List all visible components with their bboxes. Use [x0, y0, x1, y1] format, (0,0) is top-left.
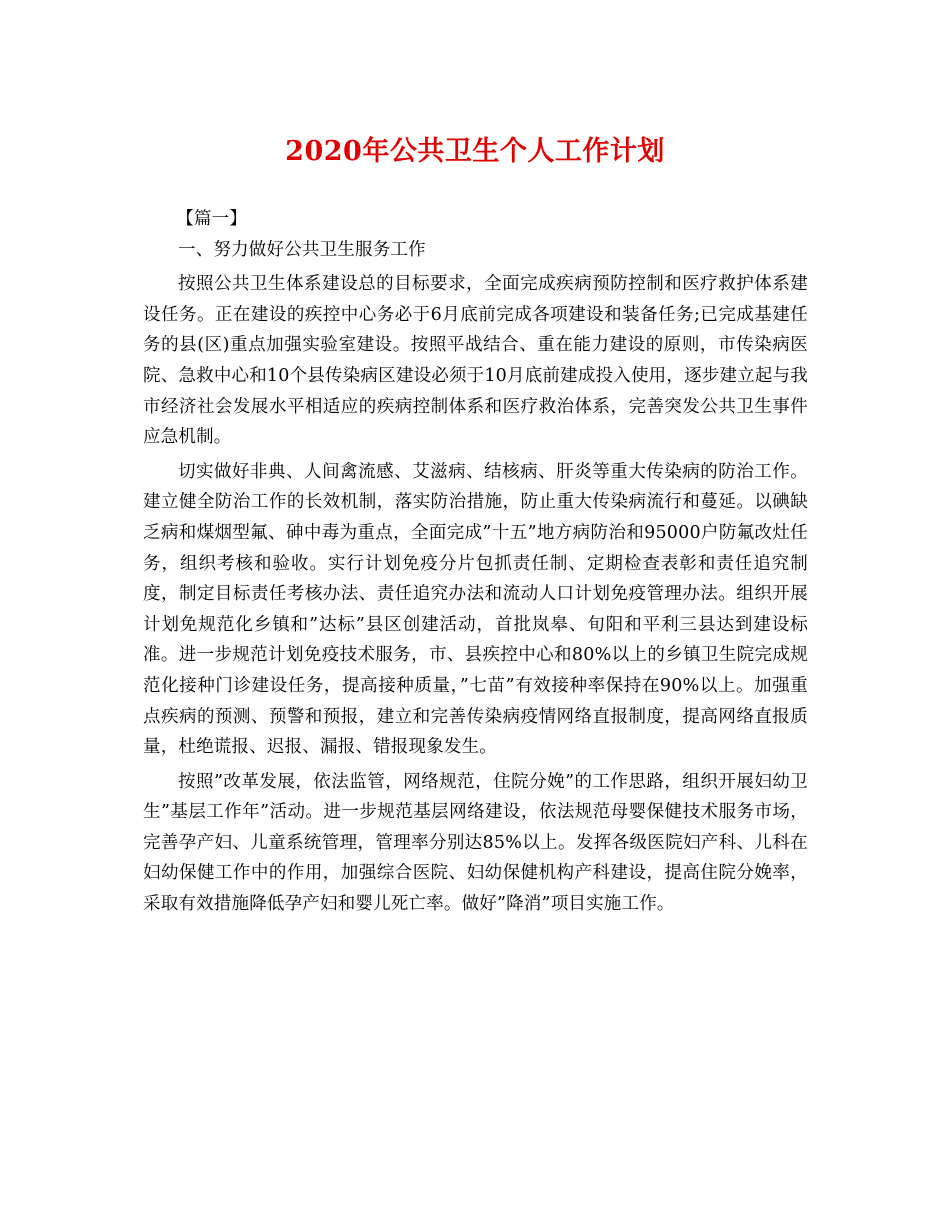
paragraph: 按照公共卫生体系建设总的目标要求，全面完成疾病预防控制和医疗救护体系建设任务。正在建设的疾控中心务必于6月底前完成各项建设和装备任务;已完成基建任务的县(区)重点加强实验室建设。按照平战结合、重在能力建设的原则，市传染病医院、急救中心和10个县传染病区建设必须于10月底前建成投入使用，逐步建立起与我市经济社会发展水平相适应的疾病控制体系和医疗救治体系，完善突发公共卫生事件应急机制。	[143, 274, 808, 448]
document-title: 2020年公共卫生个人工作计划	[285, 136, 665, 167]
section-heading: 一、努力做好公共卫生服务工作	[178, 239, 426, 260]
document-body	[143, 204, 808, 920]
paragraph: 切实做好非典、人间禽流感、艾滋病、结核病、肝炎等重大传染病的防治工作。建立健全防治工作的长效机制，落实防治措施，防止重大传染病流行和蔓延。以碘缺乏病和煤烟型氟、砷中毒为重点，全面完成”十五”地方病防治和95000户防氟改灶任务，组织考核和验收。实行计划免疫分片包抓责任制、定期检查表彰和责任追究制度，制定目标责任考核办法、责任追究办法和流动人口计划免疫管理办法。组织开展计划免规范化乡镇和”达标”县区创建活动，首批岚皋、旬阳和平利三县达到建设标准。进一步规范计划免疫技术服务，市、县疾控中心和80%以上的乡镇卫生院完成规范化接种门诊建设任务，提高接种质量，”七苗”有效接种率保持在90%以上。加强重点疾病的预测、预警和预报，建立和完善传染病疫情网络直报制度，提高网络直报质量，杜绝谎报、迟报、漏报、错报现象发生。	[143, 461, 808, 758]
section-label: 【篇一】	[176, 209, 248, 229]
paragraph: 按照”改革发展，依法监管，网络规范，住院分娩”的工作思路，组织开展妇幼卫生”基层工作年”活动。进一步规范基层网络建设，依法规范母婴保健技术服务市场，完善孕产妇、儿童系统管理，管理率分别达85%以上。发挥各级医院妇产科、儿科在妇幼保健工作中的作用，加强综合医院、妇幼保健机构产科建设，提高住院分娩率，采取有效措施降低孕产妇和婴儿死亡率。做好”降消”项目实施工作。	[143, 771, 808, 915]
